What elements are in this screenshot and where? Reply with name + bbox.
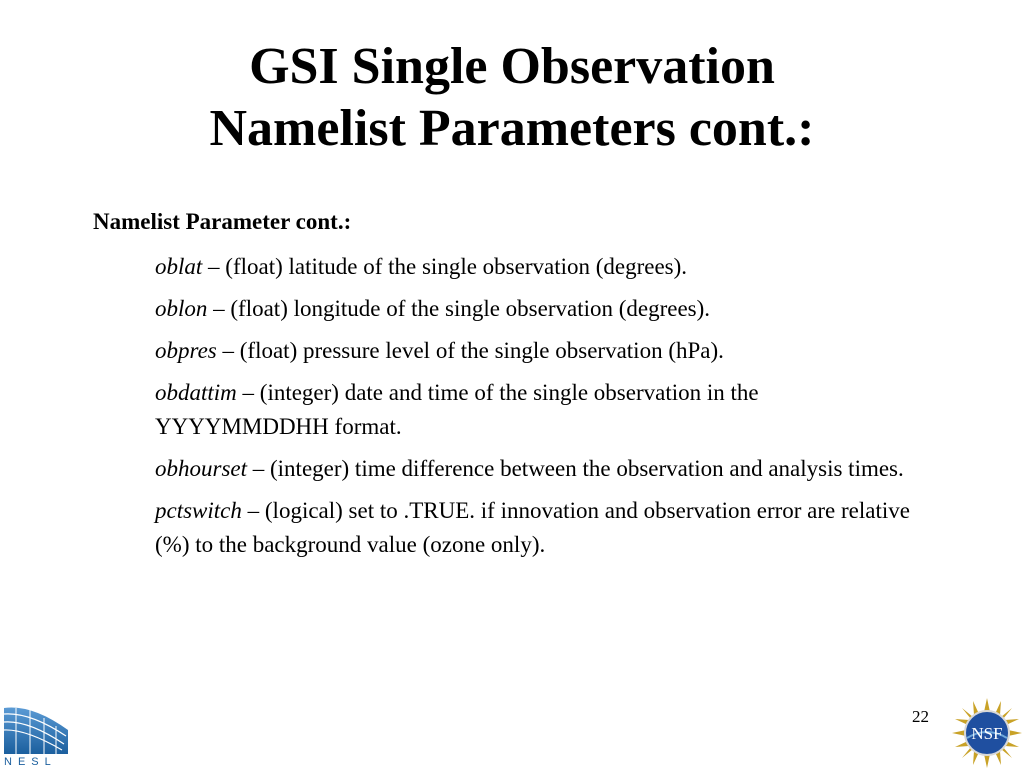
- parameter-item: [155, 334, 925, 368]
- parameter-name: obhourset: [155, 456, 247, 481]
- slide-title-line-2: Namelist Parameters cont.:: [209, 100, 815, 157]
- parameter-description: – (integer) time difference between the observation and analysis times.: [247, 456, 904, 481]
- parameter-item: [155, 250, 925, 284]
- parameter-name: pctswitch: [155, 498, 242, 523]
- slide-title: [0, 36, 1024, 160]
- parameter-description: – (integer) date and time of the single observation in the YYYYMMDDHH format.: [155, 380, 759, 439]
- svg-text:NSF: NSF: [971, 724, 1003, 743]
- nesl-logo: [2, 700, 70, 766]
- parameter-name: obdattim: [155, 380, 237, 405]
- parameter-item: [155, 292, 925, 326]
- section-heading: Namelist Parameter cont.:: [93, 209, 352, 234]
- parameter-item: [155, 452, 925, 486]
- parameter-name: oblat: [155, 254, 203, 279]
- nsf-logo: [952, 698, 1022, 768]
- parameter-item: [155, 376, 925, 444]
- parameter-description: – (float) pressure level of the single observation (hPa).: [216, 338, 724, 363]
- parameter-description: – (float) latitude of the single observation (degrees).: [202, 254, 688, 279]
- slide-body: [93, 208, 933, 570]
- parameter-list: [93, 250, 933, 562]
- slide-title-line-1: GSI Single Observation: [249, 38, 775, 95]
- page-number: 22: [912, 707, 929, 726]
- parameter-name: obpres: [155, 338, 217, 363]
- parameter-name: oblon: [155, 296, 208, 321]
- parameter-description: – (float) longitude of the single observation (degrees).: [207, 296, 711, 321]
- parameter-description: – (logical) set to .TRUE. if innovation and observation error are relative (%) to the background value (ozone only).: [155, 498, 910, 557]
- svg-text:NESL: NESL: [4, 756, 57, 766]
- parameter-item: [155, 494, 925, 562]
